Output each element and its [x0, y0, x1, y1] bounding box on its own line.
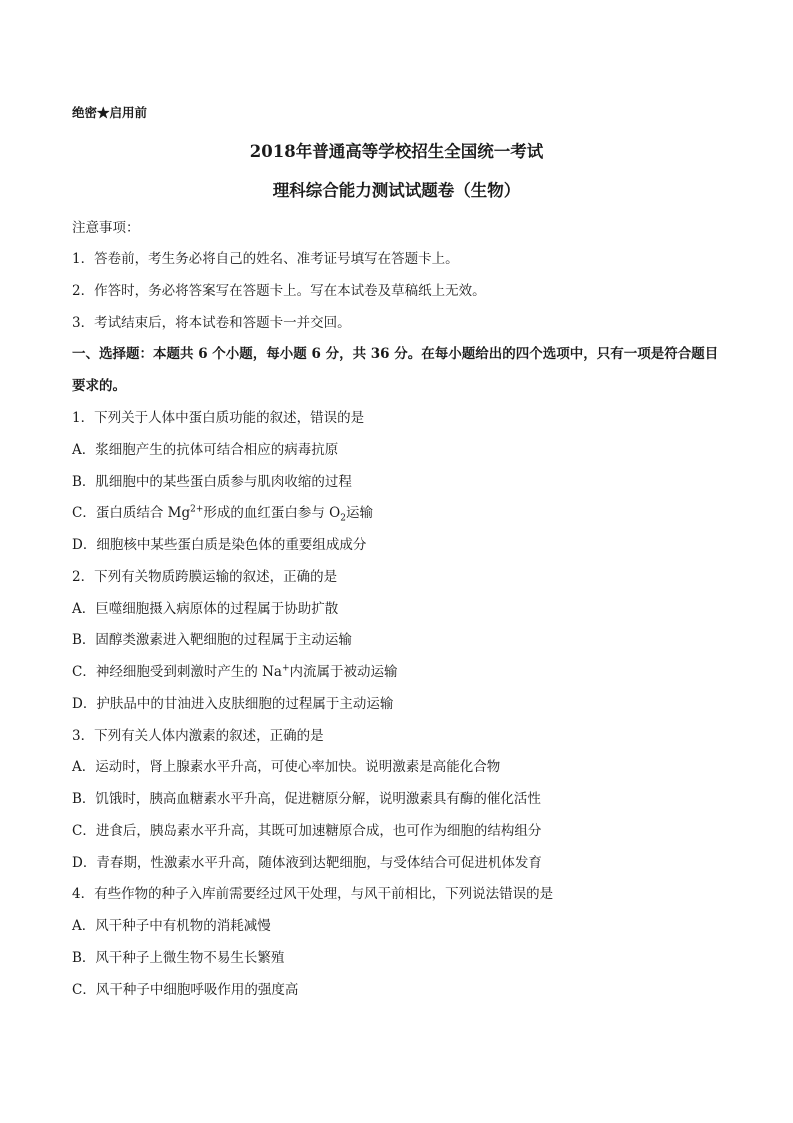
q2-option-d: D．护肤品中的甘油进入皮肤细胞的过程属于主动运输 [72, 696, 394, 712]
notice-item-1: 1．答卷前，考生务必将自己的姓名、准考证号填写在答题卡上。 [72, 251, 459, 267]
notice-item-2: 2．作答时，务必将答案写在答题卡上。写在本试卷及草稿纸上无效。 [72, 283, 486, 299]
q1-stem: 1．下列关于人体中蛋白质功能的叙述，错误的是 [72, 410, 365, 426]
q4-option-a: A．风干种子中有机物的消耗减慢 [72, 918, 271, 934]
q3-option-b: B．饥饿时，胰高血糖素水平升高，促进糖原分解，说明激素具有酶的催化活性 [72, 791, 541, 807]
notice-heading: 注意事项： [72, 220, 140, 236]
q4-option-b: B．风干种子上微生物不易生长繁殖 [72, 950, 285, 966]
secrecy-label: 绝密★启用前 [72, 105, 148, 120]
q2-option-b: B．固醇类激素进入靶细胞的过程属于主动运输 [72, 632, 352, 648]
q3-stem: 3．下列有关人体内激素的叙述，正确的是 [72, 728, 324, 744]
q1-option-a: A．浆细胞产生的抗体可结合相应的病毒抗原 [72, 442, 339, 458]
section-instruction-line2: 要求的。 [72, 378, 126, 394]
q2-c-text-2: 内流属于被动运输 [289, 664, 398, 680]
q3-option-d: D．青春期，性激素水平升高，随体液到达靶细胞，与受体结合可促进机体发育 [72, 855, 542, 871]
q1-option-c [72, 504, 723, 522]
exam-title: 2018年普通高等学校招生全国统一考试 [249, 142, 544, 161]
q2-option-a: A．巨噬细胞摄入病原体的过程属于协助扩散 [72, 601, 339, 617]
exam-subtitle: 理科综合能力测试试题卷（生物） [272, 181, 521, 200]
q4-option-c: C．风干种子中细胞呼吸作用的强度高 [72, 982, 299, 998]
q1-option-d: D．细胞核中某些蛋白质是染色体的重要组成成分 [72, 537, 367, 553]
q3-option-a: A．运动时，肾上腺素水平升高，可使心率加快。说明激素是高能化合物 [72, 759, 501, 775]
q3-option-c: C．进食后，胰岛素水平升高，其既可加速糖原合成，也可作为细胞的结构组分 [72, 823, 542, 839]
section-instruction-line1: 一、选择题：本题共 6 个小题，每小题 6 分，共 36 分。在每小题给出的四个选项中，只有一项是符合题目 [72, 346, 719, 362]
q1-c-superscript: 2+ [190, 504, 204, 515]
q2-c-text-1: C．神经细胞受到刺激时产生的 Na [72, 664, 282, 680]
q1-option-b: B．肌细胞中的某些蛋白质参与肌肉收缩的过程 [72, 474, 352, 490]
q2-c-superscript: + [281, 663, 290, 674]
q1-c-text-3: 运输 [345, 505, 373, 521]
q1-c-subscript: 2 [340, 513, 346, 524]
q2-stem: 2．下列有关物质跨膜运输的叙述，正确的是 [72, 569, 338, 585]
q2-option-c [72, 663, 723, 681]
q1-c-text-1: C．蛋白质结合 Mg [72, 505, 191, 521]
q1-c-text-2: 形成的血红蛋白参与 O [203, 505, 341, 521]
q4-stem: 4．有些作物的种子入库前需要经过风干处理，与风干前相比，下列说法错误的是 [72, 886, 554, 902]
notice-item-3: 3．考试结束后，将本试卷和答题卡一并交回。 [72, 315, 351, 331]
